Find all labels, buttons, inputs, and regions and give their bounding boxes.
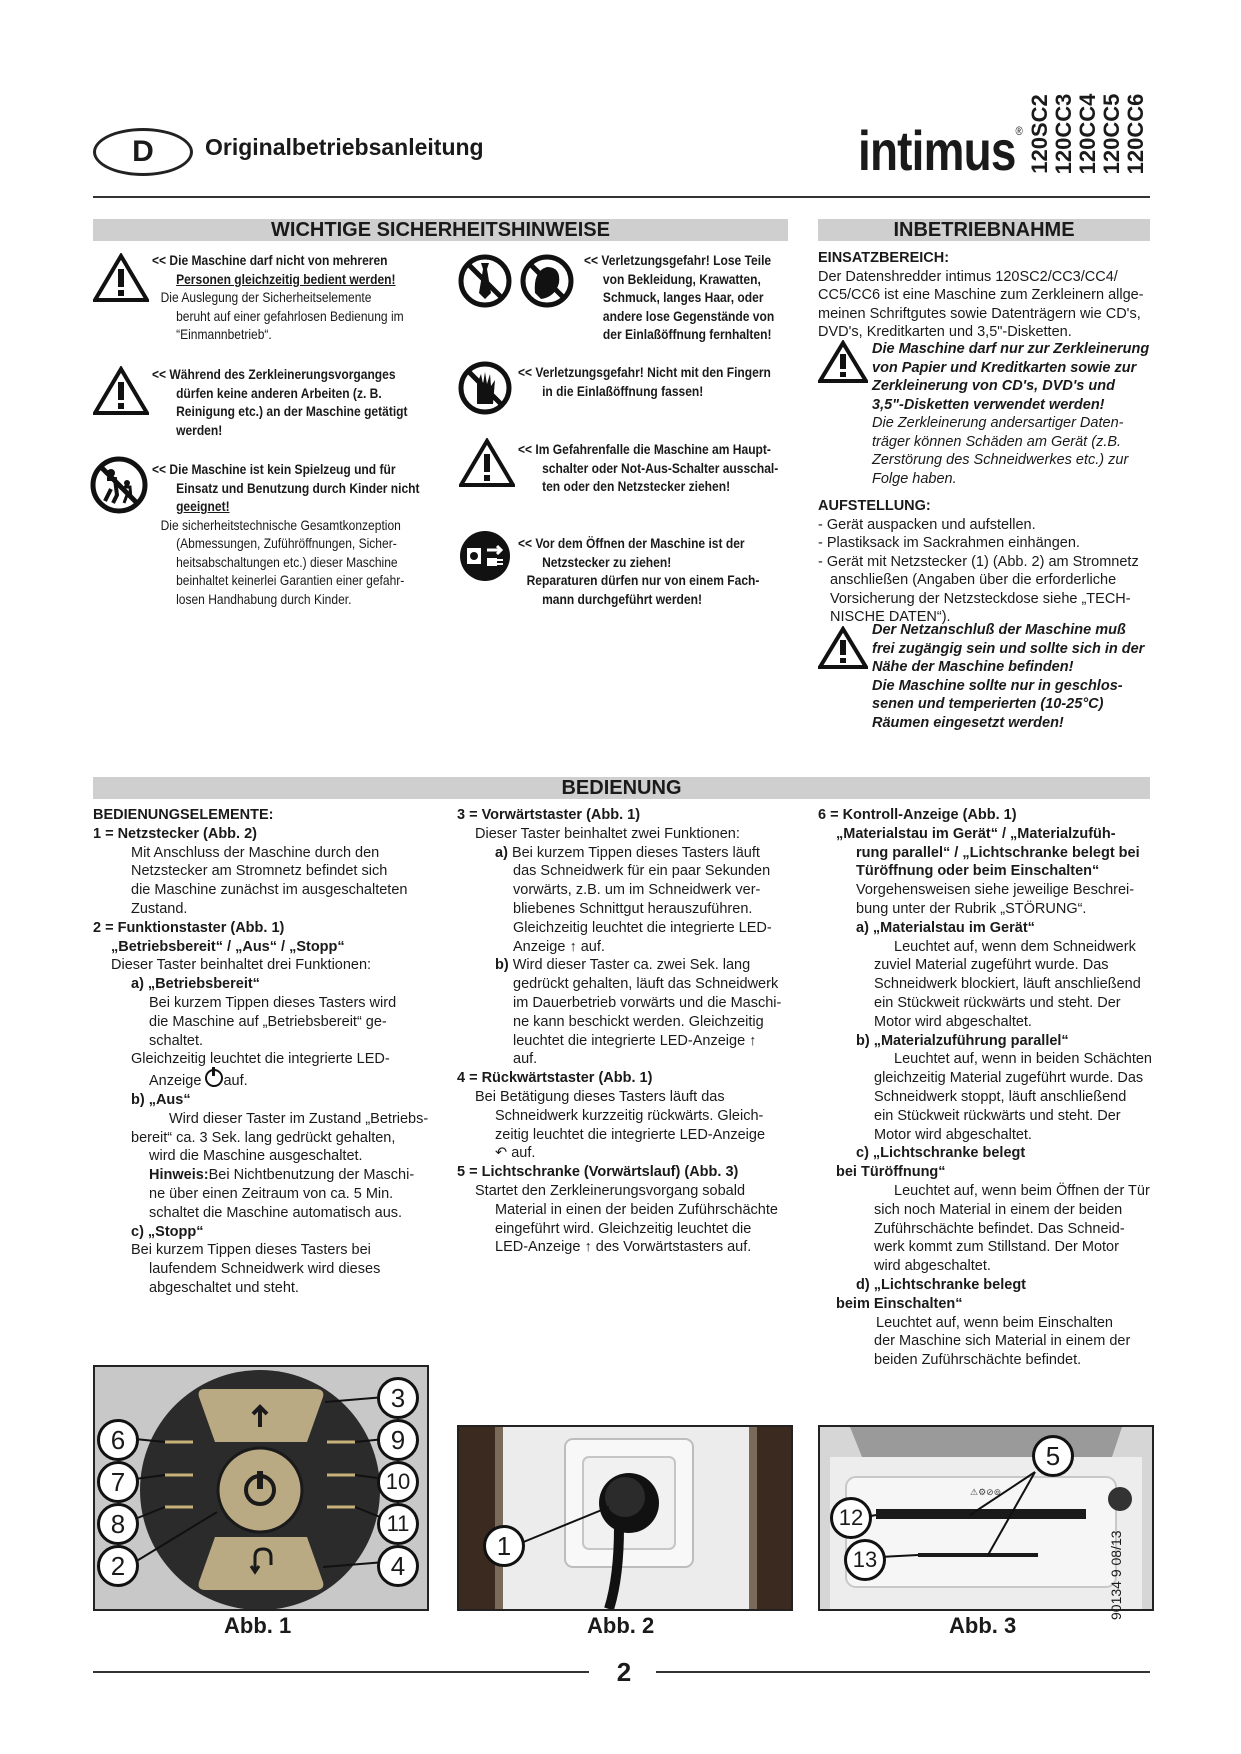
footer-rule-right	[656, 1671, 1150, 1673]
commissioning-heading: INBETRIEBNAHME	[818, 219, 1150, 241]
arrow-up-icon: ↑	[569, 938, 577, 955]
operation-column-2: 3 = Vorwärtstaster (Abb. 1) Dieser Taster beinhaltet zwei Funktionen: a) Bei kurzem Tippen dieses Tasters läuft das Schneidwerk für ein paar Sekunden vorwärts, z.B. um im Schneidwerk ver- bliebenes Schnittgut herauszuführen. Gleichzeitig leuchtet die integrierte LED- Anzeige ↑ auf. b) Wird dieser Taster ca. zwei Sek. lang gedrückt gehalten, läuft das Schneidwerk im Dauerbetrieb vorwärts und die Maschi- ne kann beschickt werden. Gleichzeitig leuchtet die integrierte LED-Anzeige ↑ auf. 4 = Rückwärtstaster (Abb. 1) Bei Betätigung dieses Tasters läuft das Schneidwerk kurzzeitig rückwärts. Gleich- zeitig leuchtet die integrierte LED-Anzeige ↶ auf. 5 = Lichtschranke (Vorwärtslauf) (Abb. 3) Startet den Zerkleinerungsvorgang sobald Material in einen der beiden Zuführschächte eingeführt wird. Gleichzeitig leuchtet die LED-Anzeige ↑ des Vorwärtstasters auf.	[457, 807, 782, 1256]
model-label: 120CC5	[1099, 93, 1124, 175]
shredder-symbols: ⚠⚙⊘⊚	[970, 1487, 1002, 1497]
safety-warning-1: << Die Maschine darf nicht von mehreren Personen gleichzeitig bedient werden! Die Auslegung der Sicherheitselemente beruht auf einer gefahrlosen Bedienung im “Einmannbetrieb“.	[152, 252, 404, 342]
document-code: 90134 9 08/13	[1108, 1530, 1124, 1620]
usage-note: Die Maschine darf nur zur Zerkleinerung von Papier und Kreditkarten sowie zur Zerkleinerung von CD's, DVD's und 3,5"-Disketten verwendet werden! Die Zerkleinerung andersartiger Daten- träger können Schäden am Gerät (z.B. Zerstörung des Schneidwerkes etc.) zur Folge haben.	[872, 341, 1150, 487]
setup-section: AUFSTELLUNG: - Gerät auspacken und aufstellen. - Plastiksack im Sackrahmen einhängen. - Gerät mit Netzstecker (1) (Abb. 2) am Stromnetz anschließen (Angaben über die erforderliche Vorsicherung der Netzsteckdose siehe „TECH- NISCHE DATEN“).	[818, 498, 1139, 625]
callout-number: 7	[97, 1461, 139, 1503]
footer-rule-left	[93, 1671, 589, 1673]
operation-heading: BEDIENUNG	[93, 777, 1150, 799]
warning-triangle-icon	[93, 253, 149, 303]
safety-warning-5: << Verletzungsgefahr! Nicht mit den Fingern in die Einlaßöffnung fassen!	[518, 364, 771, 399]
operation-column-1: BEDIENUNGSELEMENTE: 1 = Netzstecker (Abb. 2) Mit Anschluss der Maschine durch den Netzstecker am Stromnetz befindet sich die Maschine zunächst im ausgeschalteten Zustand. 2 = Funktionstaster (Abb. 1) „Betriebsbereit“ / „Aus“ / „Stopp“ Dieser Taster beinhaltet drei Funktionen: a) „Betriebsbereit“ Bei kurzem Tippen dieses Tasters wird die Maschine auf „Betriebsbereit“ ge- schaltet. Gleichzeitig leuchtet die integrierte LED- Anzeige auf. b) „Aus“ Wird dieser Taster im Zustand „Betriebs- bereit“ ca. 3 Sek. lang gedrückt gehalten, wird die Maschine ausgeschaltet. Hinweis:Bei Nichtbenutzung der Maschi- ne über einen Zeitraum von ca. 5 Min. schaltet die Maschine automatisch aus. c) „Stopp“ Bei kurzem Tippen dieses Tasters bei laufendem Schneidwerk wird dieses abgeschaltet und steht.	[93, 807, 429, 1296]
operation-column-3: 6 = Kontroll-Anzeige (Abb. 1) „Materialstau im Gerät“ / „Materialzufüh- rung parallel“ / „Lichtschranke belegt bei Türöffnung oder beim Einschalten“ Vorgehensweisen siehe jeweilige Beschrei- bung unter der Rubrik „STÖRUNG“. a) „Materialstau im Gerät“ Leuchtet auf, wenn dem Schneidwerk zuviel Material zugeführt wurde. Das Schneidwerk blockiert, läuft anschließend ein Stückweit rückwärts und steht. Der Motor wird abgeschaltet. b) „Materialzuführung parallel“ Leuchtet auf, wenn in beiden Schächten gleichzeitig Material zugeführt wurde. Das Schneidwerk stoppt, läuft anschließend ein Stückweit rückwärts und steht. Der Motor wird abgeschaltet. c) „Lichtschranke belegt bei Türöffnung“ Leuchtet auf, wenn beim Öffnen der Tür sich noch Material in einem der beiden Zuführschächte befindet. Das Schneid- werk kommt zum Stillstand. Der Motor wird abgeschaltet. d) „Lichtschranke belegt beim Einschalten“ Leuchtet auf, wenn beim Einschalten der Maschine sich Material in einem der beiden Zuführschächte befindet.	[818, 807, 1152, 1369]
callout-number: 9	[377, 1419, 419, 1461]
safety-warning-4: << Verletzungsgefahr! Lose Teile von Bekleidung, Krawatten, Schmuck, langes Haar, oder andere lose Gegenstände von der Einlaßöffnung fernhalten!	[584, 252, 775, 342]
callout-number: 13	[844, 1539, 886, 1581]
power-icon	[205, 1069, 223, 1087]
callout-number: 3	[377, 1377, 419, 1419]
safety-warning-6: << Im Gefahrenfalle die Maschine am Haupt- schalter oder Not-Aus-Schalter ausschal- ten oder den Netzstecker ziehen!	[518, 441, 779, 494]
warning-triangle-icon	[818, 340, 868, 384]
warning-triangle-icon	[93, 366, 149, 416]
callout-number: 12	[830, 1497, 872, 1539]
model-label: 120SC2	[1027, 94, 1052, 174]
unplug-icon	[457, 528, 513, 584]
mains-note: Der Netzanschluß der Maschine muß frei zugängig sein und sollte sich in der Nähe der Maschine befinden! Die Maschine sollte nur in geschlos- senen und temperierten (10-25°C) Räumen eingesetzt werden!	[872, 622, 1145, 731]
safety-warning-3: << Die Maschine ist kein Spielzeug und für Einsatz und Benutzung durch Kinder nicht geeignet! Die sicherheitstechnische Gesamtkonzeption (Abmessungen, Zuführöffnungen, Sicher- heitsabschaltungen etc.) dieser Maschine beinhaltet keinerlei Garantien einer gefahr- losen Handhabung durch Kinder.	[152, 461, 420, 607]
figure-3-shredder-slots	[818, 1425, 1154, 1611]
model-label: 120CC4	[1075, 93, 1100, 175]
reverse-arrow-icon: ↶	[495, 1145, 508, 1162]
callout-number: 1	[483, 1525, 525, 1567]
callout-number: 8	[97, 1503, 139, 1545]
callout-number: 4	[377, 1545, 419, 1587]
callout-number: 5	[1032, 1435, 1074, 1477]
header-divider	[93, 196, 1150, 198]
callout-number: 11	[377, 1503, 419, 1545]
safety-warning-2: << Während des Zerkleinerungsvorganges dürfen keine anderen Arbeiten (z. B. Reinigung etc.) an der Maschine getätigt werden!	[152, 366, 408, 438]
no-fingers-icon	[457, 360, 513, 416]
figure-2-caption: Abb. 2	[587, 1613, 655, 1638]
no-tie-icon	[457, 253, 513, 309]
safety-heading: WICHTIGE SICHERHEITSHINWEISE	[93, 219, 788, 241]
figure-1-control-panel	[93, 1365, 429, 1611]
warning-triangle-icon	[459, 438, 515, 488]
callout-number: 10	[377, 1461, 419, 1503]
figure-3-caption: Abb. 3	[949, 1613, 1017, 1638]
usage-section: EINSATZBEREICH: Der Datenshredder intimus 120SC2/CC3/CC4/ CC5/CC6 ist eine Maschine zum Zerkleinern allge- meinen Schriftgutes sowie Datenträgern wie CD's, DVD's, Kreditkarten und 3,5"-Disketten.	[818, 250, 1144, 340]
no-long-hair-icon	[519, 253, 575, 309]
language-badge: D	[93, 128, 193, 176]
arrow-up-icon: ↑	[584, 1239, 592, 1256]
callout-number: 6	[97, 1419, 139, 1461]
page-number: 2	[616, 1657, 632, 1687]
model-list	[1027, 93, 1158, 175]
model-label: 120CC3	[1051, 93, 1076, 175]
figure-2-mains-plug	[457, 1425, 793, 1611]
brand-logo: intimus®	[858, 119, 1022, 182]
figure-1-caption: Abb. 1	[224, 1613, 292, 1638]
callout-number: 2	[97, 1545, 139, 1587]
model-label: 120CC6	[1123, 93, 1148, 175]
warning-triangle-icon	[818, 626, 868, 670]
document-title: Originalbetriebsanleitung	[205, 134, 484, 160]
safety-warning-7: << Vor dem Öffnen der Maschine ist der Netzstecker zu ziehen! Reparaturen dürfen nur von einem Fach- mann durchgeführt werden!	[518, 535, 760, 607]
mains-plug-drawing	[459, 1427, 791, 1609]
arrow-up-icon: ↑	[749, 1032, 757, 1049]
no-children-icon	[89, 455, 149, 515]
